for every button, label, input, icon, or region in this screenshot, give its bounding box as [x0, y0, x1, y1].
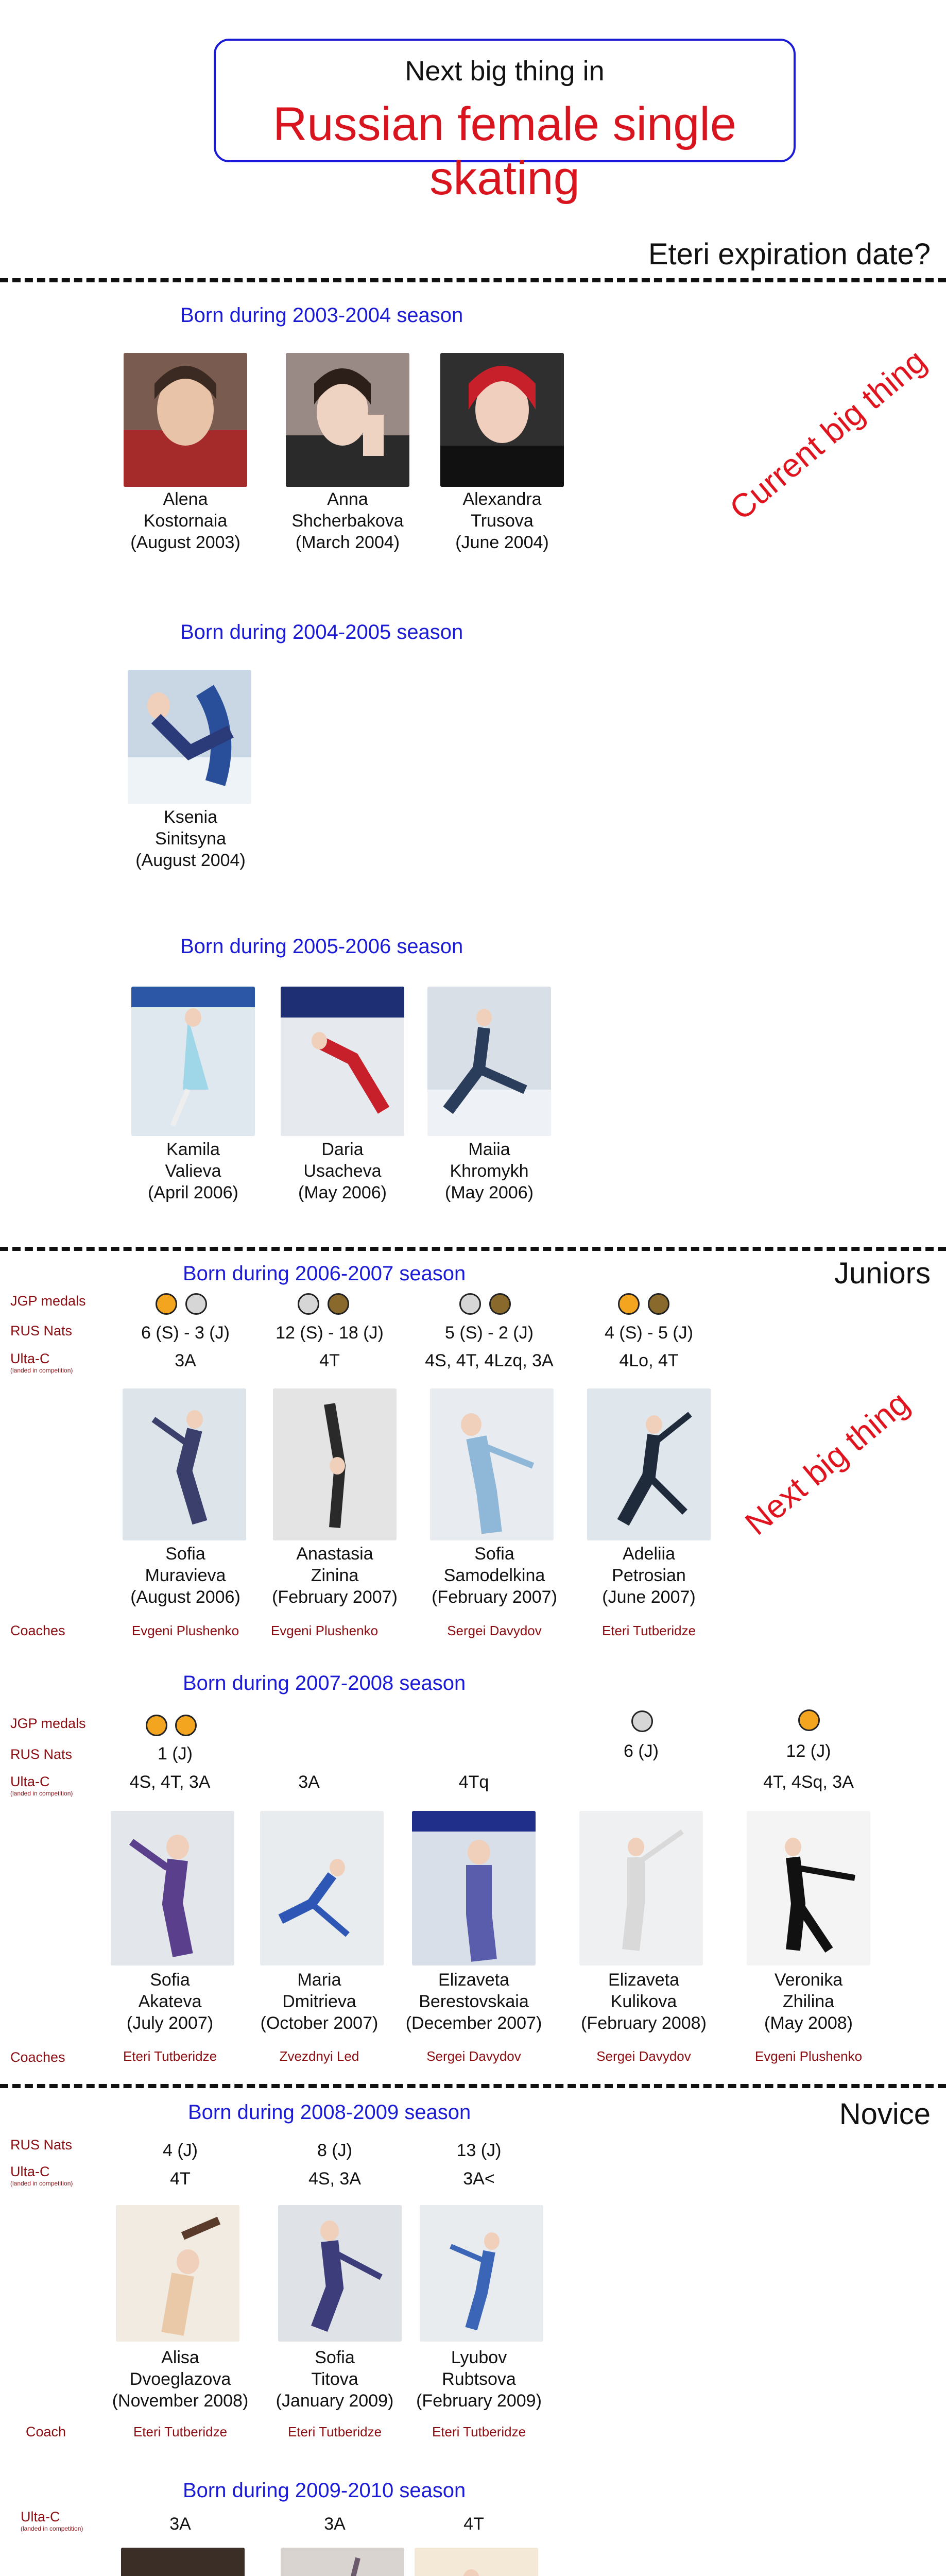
rus-nats-value: 8 (J) — [317, 2141, 352, 2160]
novice-label: Novice — [839, 2097, 931, 2131]
ultc-label-text: Ulta-C — [10, 1774, 50, 1789]
ultc-sub: (landed in competition) — [10, 1790, 73, 1797]
skater-name: Lyubov Rubtsova (February 2009) — [416, 2348, 542, 2411]
season-heading: Born during 2005-2006 season — [180, 935, 463, 958]
silver-medal — [459, 1293, 481, 1315]
skater-photo — [128, 670, 251, 804]
title-box — [214, 39, 796, 205]
skater-photo — [587, 1388, 711, 1540]
coach-name: Eteri Tutberidze — [601, 1623, 696, 1638]
skater-photo — [440, 353, 564, 487]
coach-name: Evgeni Plushenko — [270, 1623, 379, 1638]
season-heading: Born during 2007-2008 season — [183, 1672, 466, 1694]
skater-photo — [286, 353, 409, 487]
season-heading: Born during 2006-2007 season — [183, 1262, 466, 1285]
skater-name: Sofia Titova (January 2009) — [276, 2348, 394, 2411]
skater-name: Sofia Samodelkina (February 2007) — [432, 1544, 557, 1607]
coach-name: Evgeni Plushenko — [754, 2048, 863, 2064]
ultc-label-text: Ulta-C — [10, 1351, 50, 1366]
silver-medal — [631, 1710, 653, 1732]
rus-nats-value: 5 (S) - 2 (J) — [445, 1323, 534, 1343]
ultc-value: 4S, 4T, 4Lzq, 3A — [425, 1351, 554, 1370]
skater-photo — [412, 1811, 536, 1965]
skater-name: Daria Usacheva (May 2006) — [298, 1140, 387, 1202]
rus-nats-value: 12 (J) — [786, 1741, 831, 1761]
rus-nats-value: 12 (S) - 18 (J) — [276, 1323, 384, 1343]
silver-medal — [298, 1293, 319, 1315]
jgp-label: JGP medals — [10, 1716, 86, 1731]
skater-photo — [415, 2548, 538, 2576]
divider — [0, 2084, 946, 2088]
ultc-value: 4Lo, 4T — [619, 1351, 679, 1370]
season-heading: Born during 2009-2010 season — [183, 2479, 466, 2502]
ultc-label — [10, 1351, 73, 1374]
gold-medal — [618, 1293, 640, 1315]
ultc-sub: (landed in competition) — [10, 2180, 73, 2187]
skater-photo — [124, 353, 247, 487]
ultc-label — [10, 2164, 73, 2187]
coaches-label: Coaches — [10, 2049, 65, 2065]
rus-nats-value: 1 (J) — [158, 1744, 193, 1764]
coach-name: Sergei Davydov — [596, 2048, 691, 2064]
ultc-value: 3A — [324, 2514, 346, 2534]
skater-name: Alena Kostornaia (August 2003) — [130, 489, 240, 552]
season-heading: Born during 2003-2004 season — [180, 304, 463, 327]
skater-name: Maria Dmitrieva (October 2007) — [260, 1970, 379, 2033]
skater-name: Elizaveta Kulikova (February 2008) — [581, 1970, 707, 2033]
skater-photo — [111, 1811, 234, 1965]
coach-name: Eteri Tutberidze — [287, 2424, 382, 2439]
divider — [0, 278, 946, 282]
skater-name: Elizaveta Berestovskaia (December 2007) — [405, 1970, 542, 2033]
skater-photo — [579, 1811, 703, 1965]
ultc-value: 4T, 4Sq, 3A — [763, 1772, 854, 1792]
ultc-label — [21, 2509, 83, 2532]
coach-name: Eteri Tutberidze — [133, 2424, 228, 2439]
skater-photo — [281, 987, 404, 1136]
expiration-label: Eteri expiration date? — [648, 238, 931, 271]
skater-photo — [281, 2548, 404, 2576]
ultc-label-text: Ulta-C — [10, 2164, 50, 2179]
gold-medal — [175, 1715, 197, 1736]
skater-photo — [123, 1388, 246, 1540]
skater-name: Anastasia Zinina (February 2007) — [272, 1544, 398, 1607]
skater-photo — [278, 2205, 402, 2342]
skater-name: Alisa Dvoeglazova (November 2008) — [112, 2348, 249, 2411]
rus-nats-value: 6 (S) - 3 (J) — [141, 1323, 230, 1343]
skater-photo — [273, 1388, 397, 1540]
divider — [0, 1247, 946, 1251]
rus-nats-value: 4 (J) — [163, 2141, 198, 2160]
ultc-sub: (landed in competition) — [10, 1367, 73, 1374]
skater-photo — [420, 2205, 543, 2342]
skater-name: Kamila Valieva (April 2006) — [148, 1140, 238, 1202]
ultc-value: 3A< — [463, 2169, 495, 2189]
coach-name: Sergei Davydov — [426, 2048, 521, 2064]
coach-name: Evgeni Plushenko — [131, 1623, 239, 1638]
ultc-label-text: Ulta-C — [21, 2509, 60, 2524]
gold-medal — [798, 1709, 820, 1731]
coach-name: Sergei Davydov — [447, 1623, 542, 1638]
ultc-value: 4Tq — [458, 1772, 489, 1792]
skater-name: Anna Shcherbakova (March 2004) — [291, 489, 404, 552]
jgp-label: JGP medals — [10, 1293, 86, 1309]
rus-label: RUS Nats — [10, 1747, 73, 1762]
ultc-label — [10, 1774, 73, 1797]
ultc-value: 4T — [170, 2169, 191, 2189]
ultc-value: 4T — [463, 2514, 484, 2534]
skater-name: Sofia Muravieva (August 2006) — [130, 1544, 240, 1607]
skater-photo — [131, 987, 255, 1136]
ultc-value: 4S, 3A — [308, 2169, 362, 2189]
ultc-value: 4S, 4T, 3A — [129, 1772, 211, 1792]
coach-label: Coach — [26, 2424, 66, 2439]
skater-photo — [121, 2548, 245, 2576]
coach-name: Eteri Tutberidze — [123, 2048, 217, 2064]
juniors-label: Juniors — [834, 1257, 931, 1290]
bronze-medal — [328, 1293, 349, 1315]
ultc-sub: (landed in competition) — [21, 2525, 83, 2532]
skater-name: Ksenia Sinitsyna (August 2004) — [135, 807, 246, 870]
rus-nats-value: 13 (J) — [456, 2141, 502, 2160]
next-big-thing-label: Next big thing — [738, 1384, 917, 1543]
rus-label: RUS Nats — [10, 1323, 73, 1338]
ultc-value: 3A — [175, 1351, 196, 1370]
skater-name: Maiia Khromykh (May 2006) — [445, 1140, 534, 1202]
title-line1: Next big thing in — [405, 56, 605, 87]
gold-medal — [156, 1293, 177, 1315]
skater-name: Alexandra Trusova (June 2004) — [455, 489, 549, 552]
ultc-value: 4T — [319, 1351, 340, 1370]
current-big-thing-label: Current big thing — [723, 342, 933, 528]
skater-name: Adeliia Petrosian (June 2007) — [602, 1544, 696, 1607]
skater-photo — [747, 1811, 870, 1965]
ultc-value: 3A — [169, 2514, 191, 2534]
rus-nats-value: 6 (J) — [624, 1741, 659, 1761]
rus-nats-value: 4 (S) - 5 (J) — [605, 1323, 693, 1343]
skater-name: Veronika Zhilina (May 2008) — [764, 1970, 853, 2033]
skater-photo — [430, 1388, 554, 1540]
title-line2: Russian female single skating — [272, 98, 736, 205]
rus-label: RUS Nats — [10, 2137, 73, 2153]
bronze-medal — [489, 1293, 511, 1315]
coach-name: Zvezdnyi Led — [279, 2048, 359, 2064]
silver-medal — [185, 1293, 207, 1315]
skater-photo — [427, 987, 551, 1136]
skater-name: Sofia Akateva (July 2007) — [126, 1970, 214, 2033]
skater-photo — [116, 2205, 239, 2342]
skater-photo — [260, 1811, 384, 1965]
bronze-medal — [648, 1293, 669, 1315]
coach-name: Eteri Tutberidze — [432, 2424, 526, 2439]
ultc-value: 3A — [298, 1772, 320, 1792]
season-heading: Born during 2004-2005 season — [180, 621, 463, 643]
season-heading: Born during 2008-2009 season — [188, 2101, 471, 2124]
gold-medal — [146, 1715, 167, 1736]
coaches-label: Coaches — [10, 1623, 65, 1638]
